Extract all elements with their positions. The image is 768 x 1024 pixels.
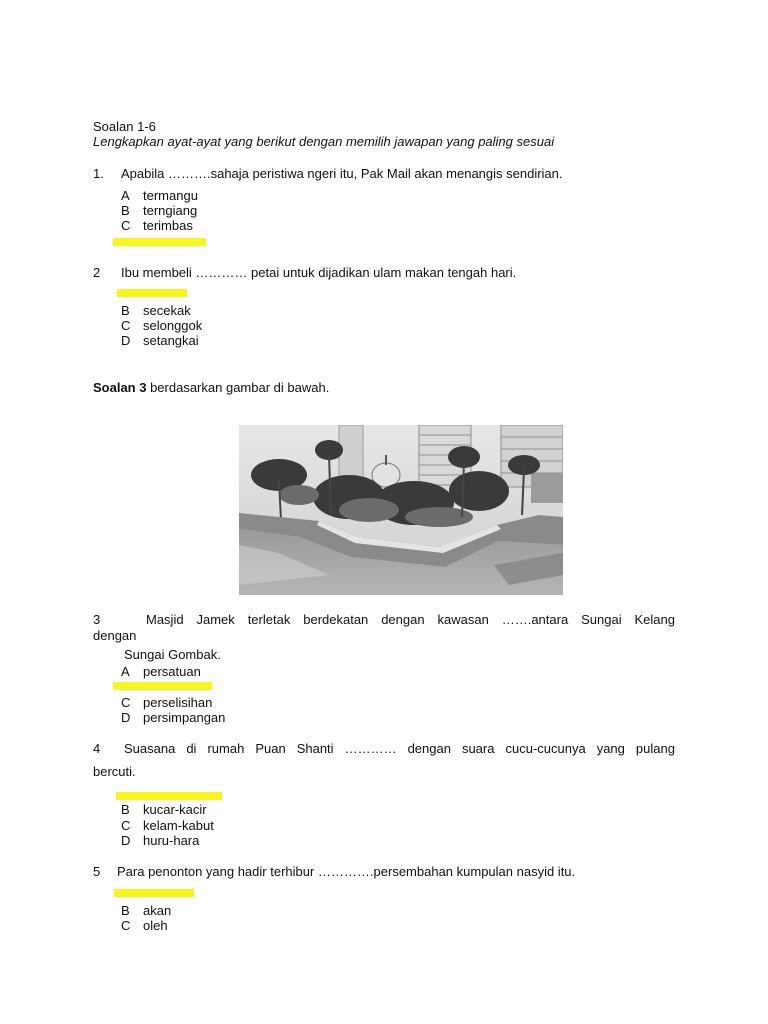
q3-line1 [146, 612, 675, 627]
q3-word: Kelang [634, 612, 675, 627]
q3-option-d [121, 710, 225, 725]
option-letter: B [121, 802, 130, 817]
q4-word: dengan [407, 741, 451, 756]
option-letter: A [121, 188, 130, 203]
option-text: kelam-kabut [143, 818, 214, 833]
q5-number: 5 [93, 864, 101, 879]
option-text: persatuan [143, 664, 201, 679]
section-title: Soalan 1-6 [93, 119, 156, 134]
option-letter: B [121, 903, 130, 918]
q3-word: …….antara [501, 612, 569, 627]
q3-word: berdekatan [303, 612, 369, 627]
q4-word: suara [461, 741, 495, 756]
option-text: secekak [143, 303, 191, 318]
option-letter: C [121, 818, 131, 833]
option-text: perselisihan [143, 695, 213, 710]
option-letter: C [121, 318, 131, 333]
q4-option-c [121, 818, 214, 833]
option-text: selonggok [143, 318, 203, 333]
section3-heading [93, 380, 329, 395]
option-letter: C [121, 918, 131, 933]
q3-word: Jamek [196, 612, 235, 627]
q2-text: Ibu membeli ………… petai untuk dijadikan ulam makan tengah hari. [121, 265, 517, 280]
answer-highlight [113, 682, 212, 690]
mosque-photo-illustration [239, 425, 563, 595]
section3-bold: Soalan 3 [93, 380, 147, 395]
answer-highlight [113, 238, 206, 246]
q1-option-b [121, 203, 197, 218]
q4-word: cucu-cucunya [505, 741, 586, 756]
option-letter: D [121, 833, 131, 848]
q3-option-c [121, 695, 212, 710]
q5-option-c [121, 918, 168, 933]
q2-number: 2 [93, 265, 101, 280]
q4-word: Suasana [124, 741, 176, 756]
q3-word: dengan [381, 612, 425, 627]
q4-word: Shanti [296, 741, 334, 756]
section3-rest: berdasarkan gambar di bawah. [146, 380, 330, 395]
q5-option-b [121, 903, 171, 918]
q2-option-b [121, 303, 191, 318]
q4-option-b [121, 802, 207, 817]
q4-word: ………… [344, 741, 397, 756]
q4-word: pulang [635, 741, 675, 756]
answer-highlight [116, 792, 222, 800]
answer-highlight [117, 289, 187, 297]
option-text: kucar-kacir [143, 802, 207, 817]
q3-word: kawasan [437, 612, 489, 627]
q4-word: yang [596, 741, 625, 756]
option-text: termangu [143, 188, 198, 203]
option-text: setangkai [143, 333, 199, 348]
q4-line1 [124, 741, 675, 756]
q2-option-d [121, 333, 199, 348]
q3-word: Sungai [581, 612, 622, 627]
q3-line2: dengan [93, 628, 137, 643]
q1-number: 1. [93, 166, 104, 181]
mosque-photo [239, 425, 563, 595]
option-letter: D [121, 333, 131, 348]
option-text: akan [143, 903, 172, 918]
q2-option-c [121, 318, 202, 333]
option-text: terngiang [143, 203, 198, 218]
q5-text: Para penonton yang hadir terhibur ………….persembahan kumpulan nasyid itu. [117, 864, 576, 879]
q1-text: Apabila ……….sahaja peristiwa ngeri itu, Pak Mail akan menangis sendirian. [121, 166, 563, 181]
q3-number: 3 [93, 612, 101, 627]
option-letter: B [121, 303, 130, 318]
q4-word: rumah [207, 741, 245, 756]
option-letter: A [121, 664, 130, 679]
option-letter: D [121, 710, 131, 725]
q1-option-c [121, 218, 193, 233]
q4-line2: bercuti. [93, 764, 136, 779]
answer-highlight [114, 889, 194, 897]
q4-number: 4 [93, 741, 101, 756]
option-letter: C [121, 695, 131, 710]
q3-word: Masjid [146, 612, 184, 627]
option-text: huru-hara [143, 833, 200, 848]
instruction-text: Lengkapkan ayat-ayat yang berikut dengan memilih jawapan yang paling sesuai [93, 134, 555, 149]
option-letter: B [121, 203, 130, 218]
q4-option-d [121, 833, 199, 848]
option-text: oleh [143, 918, 168, 933]
option-text: terimbas [143, 218, 193, 233]
q4-word: Puan [255, 741, 286, 756]
option-letter: C [121, 218, 131, 233]
q3-word: terletak [247, 612, 291, 627]
option-text: persimpangan [143, 710, 226, 725]
q1-option-a [121, 188, 198, 203]
q3-line3: Sungai Gombak. [124, 647, 221, 662]
q4-word: di [186, 741, 197, 756]
q3-option-a [121, 664, 201, 679]
